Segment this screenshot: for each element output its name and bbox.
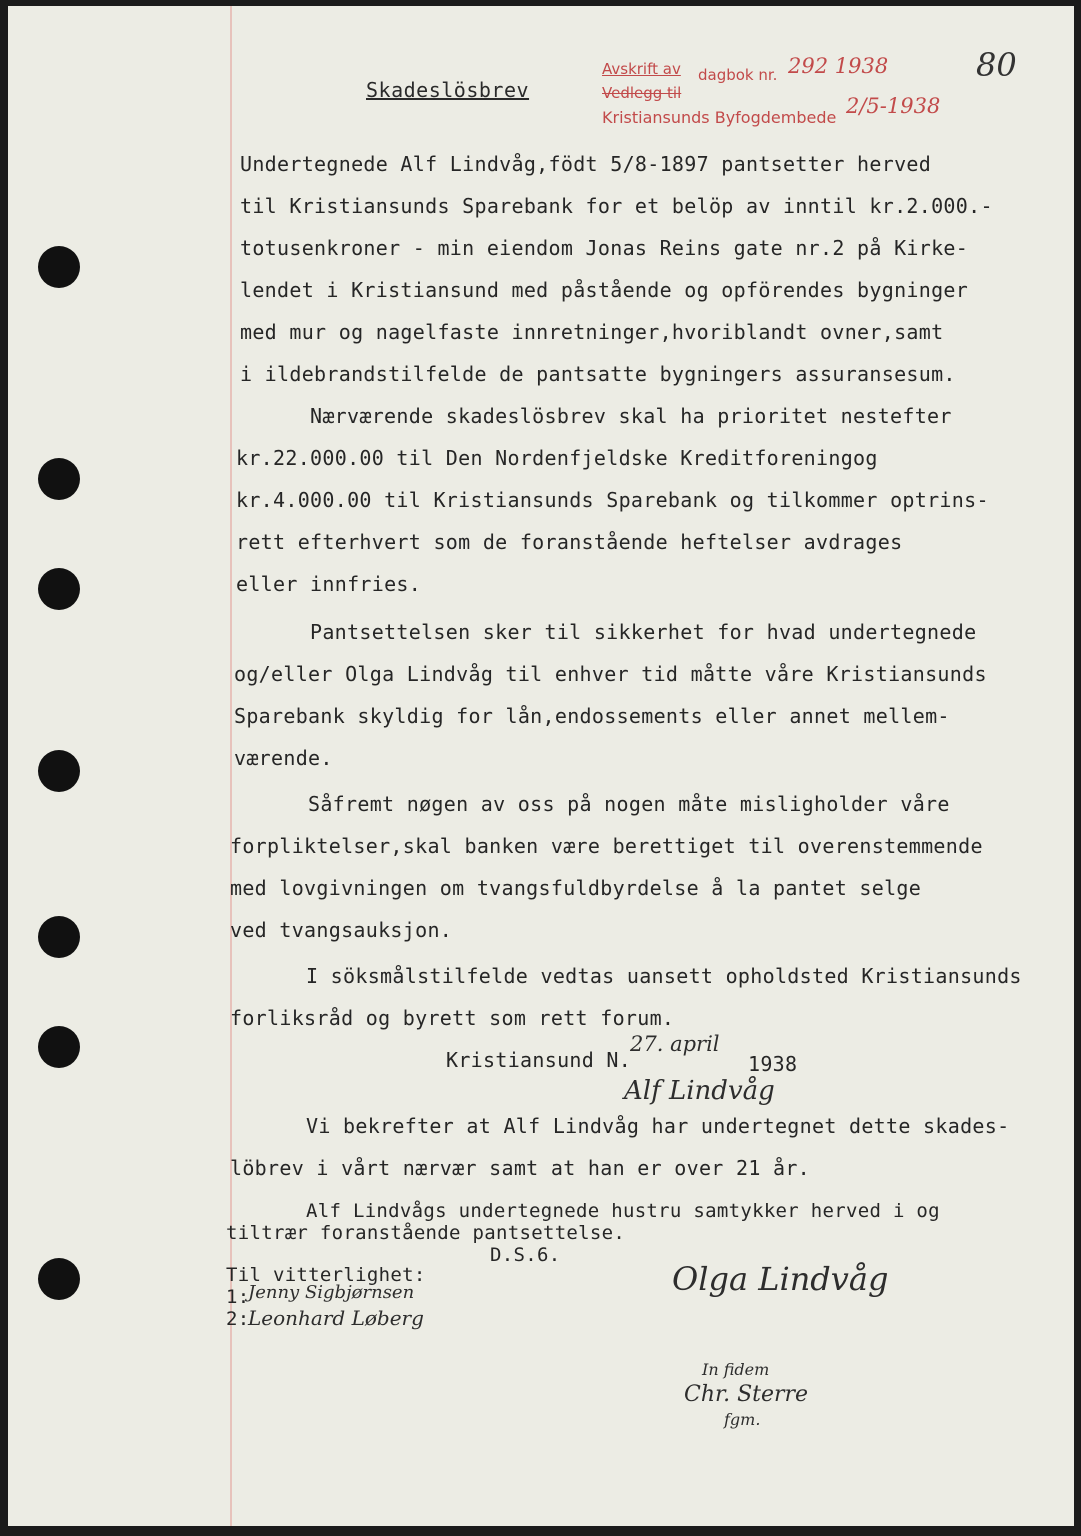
place-line: Kristiansund N. [446,1048,632,1072]
body-line: og/eller Olga Lindvåg til enhver tid måtte våre Kristiansunds [234,662,987,686]
punch-hole [38,568,80,610]
witness-heading: Til vitterlighet: [226,1264,426,1286]
witness1-signature: Jenny Sigbjørnsen [248,1282,415,1303]
punch-hole [38,916,80,958]
punch-hole [38,458,80,500]
body-line: Nærværende skadeslösbrev skal ha prioritet nestefter [310,404,952,428]
page-number: 80 [976,46,1017,84]
body-line: ved tvangsauksjon. [230,918,453,942]
body-line: Vi bekrefter at Alf Lindvåg har undertegnet dette skades- [306,1114,1010,1138]
punch-hole [38,1026,80,1068]
body-line: tiltrær foranstående pantsettelse. [226,1222,626,1244]
body-line: Sparebank skyldig for lån,endossements eller annet mellem- [234,704,950,728]
stamp-office: Kristiansunds Byfogdembede [602,108,837,127]
body-line: rett efterhvert som de foranstående heftelser avdrages [236,530,903,554]
body-line: Alf Lindvågs undertegnede hustru samtykker herved i og [306,1200,940,1222]
document-title: Skadeslösbrev [366,78,530,102]
witness-number: 1: [226,1286,250,1308]
stamp-dagbok-number: 292 1938 [788,54,889,78]
punch-hole [38,1258,80,1300]
body-line: med lovgivningen om tvangsfuldbyrdelse å la pantet selge [230,876,922,900]
body-line: til Kristiansunds Sparebank for et belöp av inntil kr.2.000.- [240,194,993,218]
stamp-vedlegg: Vedlegg til [602,84,682,102]
stamp-dagbok-label: dagbok nr. [698,66,778,84]
body-line: værende. [234,746,333,770]
document-page [8,6,1074,1526]
body-line: i ildebrandstilfelde de pantsatte bygningers assuransesum. [240,362,956,386]
body-line: forpliktelser,skal banken være berettiget til overenstemmende [230,834,983,858]
body-line: med mur og nagelfaste innretninger,hvoriblandt ovner,samt [240,320,944,344]
signature-olga: Olga Lindvåg [672,1260,889,1298]
authority-signature: Chr. Sterre [684,1382,809,1407]
punch-hole [38,246,80,288]
body-line: eller innfries. [236,572,422,596]
body-line: Pantsettelsen sker til sikkerhet for hvad undertegnede [310,620,977,644]
stamp-avskrift: Avskrift av [602,60,681,78]
body-line: Undertegnede Alf Lindvåg,födt 5/8-1897 pantsetter herved [240,152,932,176]
handwritten-date: 27. april [630,1032,720,1056]
body-line: lendet i Kristiansund med påstående og opförendes bygninger [240,278,969,302]
body-line: kr.22.000.00 til Den Nordenfjeldske Kreditforeningog [236,446,878,470]
witness-number: 2: [226,1308,250,1330]
witness2-signature: Leonhard Løberg [248,1306,424,1330]
body-line: löbrev i vårt nærvær samt at han er over 21 år. [230,1156,811,1180]
body-line: Såfremt nøgen av oss på nogen måte misligholder våre [308,792,950,816]
signature-alf: Alf Lindvåg [624,1076,775,1106]
stamp-date: 2/5-1938 [846,94,941,118]
body-line: I söksmålstilfelde vedtas uansett opholdsted Kristiansunds [306,964,1022,988]
body-line: kr.4.000.00 til Kristiansunds Sparebank og tilkommer optrins- [236,488,989,512]
body-line: forliksråd og byrett som rett forum. [230,1006,675,1030]
punch-hole [38,750,80,792]
body-line: totusenkroner - min eiendom Jonas Reins gate nr.2 på Kirke- [240,236,969,260]
authority-title: fgm. [724,1410,761,1429]
year-line: 1938 [748,1052,798,1076]
body-line: D.S.6. [490,1244,561,1266]
authority-in-fidem: In fidem [702,1360,770,1379]
